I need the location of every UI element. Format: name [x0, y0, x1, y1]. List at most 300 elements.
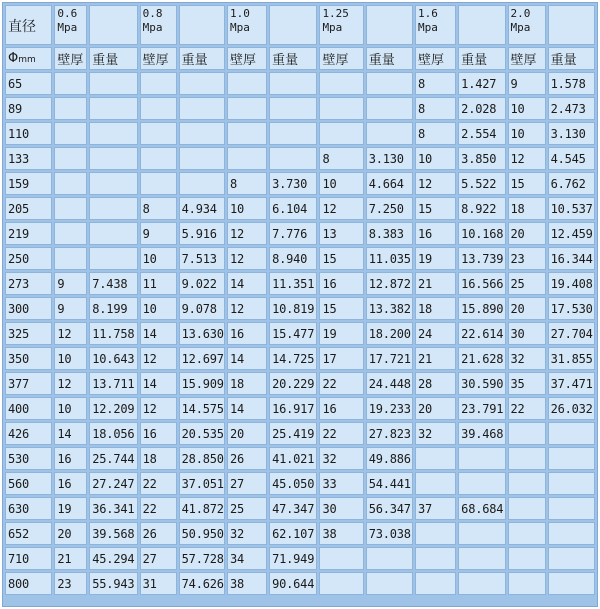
- table-row: [5, 222, 595, 245]
- wall-thickness-cell: [415, 472, 456, 495]
- table-row: [5, 522, 595, 545]
- wall-thickness-cell: 34: [227, 547, 267, 570]
- weight-cell: 4.934: [179, 197, 225, 220]
- wall-thickness-cell: 17: [319, 347, 363, 370]
- wall-thickness-cell: [54, 97, 87, 120]
- weight-cell: 49.886: [366, 447, 413, 470]
- wall-thickness-cell: 15: [319, 247, 363, 270]
- weight-cell: 45.294: [89, 547, 137, 570]
- weight-cell: 5.522: [458, 172, 505, 195]
- wall-thickness-cell: 30: [319, 497, 363, 520]
- weight-cell: [366, 547, 413, 570]
- wall-thickness-cell: 26: [140, 522, 177, 545]
- diameter-cell: 219: [5, 222, 52, 245]
- weight-cell: 73.038: [366, 522, 413, 545]
- weight-cell: 10.537: [548, 197, 595, 220]
- wall-thickness-cell: [508, 447, 546, 470]
- weight-cell: 12.697: [179, 347, 225, 370]
- weight-cell: 27.704: [548, 322, 595, 345]
- wall-thickness-header: 壁厚: [508, 47, 546, 70]
- wall-thickness-cell: 22: [319, 372, 363, 395]
- wall-thickness-cell: 10: [227, 197, 267, 220]
- wall-thickness-cell: 10: [140, 247, 177, 270]
- wall-thickness-cell: 8: [415, 97, 456, 120]
- weight-cell: 7.250: [366, 197, 413, 220]
- weight-cell: [548, 522, 595, 545]
- weight-cell: 39.568: [89, 522, 137, 545]
- weight-cell: [548, 422, 595, 445]
- weight-cell: [89, 247, 137, 270]
- table-row: [5, 147, 595, 170]
- weight-cell: 27.823: [366, 422, 413, 445]
- weight-cell: 74.626: [179, 572, 225, 595]
- weight-cell: 4.664: [366, 172, 413, 195]
- weight-cell: 3.130: [548, 122, 595, 145]
- weight-cell: 7.513: [179, 247, 225, 270]
- wall-thickness-header: 壁厚: [319, 47, 363, 70]
- wall-thickness-cell: 20: [508, 297, 546, 320]
- wall-thickness-cell: 16: [319, 272, 363, 295]
- weight-cell: [89, 222, 137, 245]
- weight-cell: 9.022: [179, 272, 225, 295]
- table-row: [5, 447, 595, 470]
- weight-cell: [548, 497, 595, 520]
- table-row: [5, 247, 595, 270]
- wall-thickness-cell: [140, 147, 177, 170]
- table-row: [5, 297, 595, 320]
- weight-cell: 2.028: [458, 97, 505, 120]
- wall-thickness-cell: 10: [140, 297, 177, 320]
- wall-thickness-cell: 20: [415, 397, 456, 420]
- diameter-cell: 89: [5, 97, 52, 120]
- wall-thickness-cell: [508, 422, 546, 445]
- wall-thickness-header: 壁厚: [227, 47, 267, 70]
- wall-thickness-cell: [319, 572, 363, 595]
- weight-cell: 9.078: [179, 297, 225, 320]
- diameter-cell: 273: [5, 272, 52, 295]
- table-row: [5, 197, 595, 220]
- wall-thickness-cell: 9: [140, 222, 177, 245]
- weight-cell: 18.056: [89, 422, 137, 445]
- weight-cell: 5.916: [179, 222, 225, 245]
- weight-cell: [458, 547, 505, 570]
- weight-cell: 56.347: [366, 497, 413, 520]
- weight-cell: [89, 72, 137, 95]
- weight-cell: [548, 547, 595, 570]
- wall-thickness-cell: 12: [140, 397, 177, 420]
- wall-thickness-cell: 32: [319, 447, 363, 470]
- wall-thickness-cell: 20: [54, 522, 87, 545]
- wall-thickness-cell: 18: [227, 372, 267, 395]
- weight-cell: [366, 97, 413, 120]
- weight-cell: 10.819: [269, 297, 317, 320]
- wall-thickness-cell: 12: [227, 297, 267, 320]
- wall-thickness-header: 壁厚: [54, 47, 87, 70]
- wall-thickness-cell: 23: [508, 247, 546, 270]
- weight-cell: 50.950: [179, 522, 225, 545]
- wall-thickness-cell: [140, 172, 177, 195]
- wall-thickness-cell: 38: [319, 522, 363, 545]
- weight-cell: [366, 122, 413, 145]
- table-row: [5, 122, 595, 145]
- wall-thickness-cell: 26: [227, 447, 267, 470]
- pressure-header-2.0: 2.0 Mpa: [508, 5, 546, 45]
- weight-cell: [179, 122, 225, 145]
- pressure-header-0.8: 0.8 Mpa: [140, 5, 177, 45]
- weight-cell: 10.168: [458, 222, 505, 245]
- weight-cell: 14.575: [179, 397, 225, 420]
- weight-cell: 17.721: [366, 347, 413, 370]
- weight-cell: 71.949: [269, 547, 317, 570]
- weight-cell: 1.427: [458, 72, 505, 95]
- pipe-spec-table: [3, 3, 597, 597]
- weight-cell: 37.471: [548, 372, 595, 395]
- wall-thickness-cell: 32: [508, 347, 546, 370]
- weight-cell: 41.021: [269, 447, 317, 470]
- weight-cell: [89, 172, 137, 195]
- wall-thickness-cell: [319, 547, 363, 570]
- weight-cell: 6.762: [548, 172, 595, 195]
- weight-cell: 2.473: [548, 97, 595, 120]
- weight-header: 重量: [458, 47, 505, 70]
- phi-unit-header: Φmm: [5, 47, 52, 70]
- weight-cell: [89, 147, 137, 170]
- column-label-row: [5, 47, 595, 70]
- wall-thickness-cell: 10: [415, 147, 456, 170]
- wall-thickness-cell: [54, 247, 87, 270]
- weight-cell: 12.209: [89, 397, 137, 420]
- diameter-cell: 377: [5, 372, 52, 395]
- diameter-cell: 250: [5, 247, 52, 270]
- wall-thickness-cell: 10: [319, 172, 363, 195]
- pressure-header-1.25: 1.25 Mpa: [319, 5, 363, 45]
- weight-cell: 25.744: [89, 447, 137, 470]
- diameter-cell: 630: [5, 497, 52, 520]
- weight-cell: 16.566: [458, 272, 505, 295]
- wall-thickness-header: 壁厚: [415, 47, 456, 70]
- table-row: [5, 547, 595, 570]
- wall-thickness-cell: 27: [140, 547, 177, 570]
- wall-thickness-cell: 16: [415, 222, 456, 245]
- wall-thickness-cell: [415, 572, 456, 595]
- weight-cell: 6.104: [269, 197, 317, 220]
- wall-thickness-cell: 8: [140, 197, 177, 220]
- weight-cell: 37.051: [179, 472, 225, 495]
- weight-cell: 25.419: [269, 422, 317, 445]
- wall-thickness-cell: 12: [54, 322, 87, 345]
- wall-thickness-cell: 15: [319, 297, 363, 320]
- diameter-cell: 530: [5, 447, 52, 470]
- wall-thickness-cell: [508, 522, 546, 545]
- wall-thickness-cell: 20: [227, 422, 267, 445]
- weight-cell: 8.383: [366, 222, 413, 245]
- diameter-cell: 426: [5, 422, 52, 445]
- diameter-cell: 800: [5, 572, 52, 595]
- wall-thickness-cell: 10: [54, 397, 87, 420]
- weight-cell: 62.107: [269, 522, 317, 545]
- wall-thickness-cell: [227, 72, 267, 95]
- weight-cell: 3.130: [366, 147, 413, 170]
- weight-cell: 16.344: [548, 247, 595, 270]
- wall-thickness-cell: 14: [227, 397, 267, 420]
- table-row: [5, 347, 595, 370]
- wall-thickness-cell: 11: [140, 272, 177, 295]
- weight-cell: 19.408: [548, 272, 595, 295]
- wall-thickness-cell: [415, 522, 456, 545]
- weight-cell: [366, 72, 413, 95]
- weight-cell: 19.233: [366, 397, 413, 420]
- weight-cell: 23.791: [458, 397, 505, 420]
- wall-thickness-cell: 38: [227, 572, 267, 595]
- wall-thickness-cell: 10: [54, 347, 87, 370]
- table-row: [5, 497, 595, 520]
- table-row: [5, 72, 595, 95]
- weight-cell: 16.917: [269, 397, 317, 420]
- weight-cell: 20.229: [269, 372, 317, 395]
- wall-thickness-cell: 21: [54, 547, 87, 570]
- wall-thickness-cell: 22: [319, 422, 363, 445]
- table-row: [5, 397, 595, 420]
- wall-thickness-cell: 19: [54, 497, 87, 520]
- wall-thickness-cell: [508, 572, 546, 595]
- wall-thickness-cell: 14: [140, 372, 177, 395]
- wall-thickness-cell: [227, 147, 267, 170]
- wall-thickness-cell: 22: [508, 397, 546, 420]
- diameter-cell: 205: [5, 197, 52, 220]
- pressure-header-1.0: 1.0 Mpa: [227, 5, 267, 45]
- weight-cell: [179, 97, 225, 120]
- weight-cell: [458, 472, 505, 495]
- weight-cell: 2.554: [458, 122, 505, 145]
- wall-thickness-cell: 12: [54, 372, 87, 395]
- weight-header: 重量: [548, 47, 595, 70]
- weight-cell: 13.630: [179, 322, 225, 345]
- table-row: [5, 272, 595, 295]
- pipe-spec-table-frame: [2, 2, 598, 607]
- wall-thickness-cell: 31: [140, 572, 177, 595]
- weight-cell: [458, 522, 505, 545]
- diameter-cell: 159: [5, 172, 52, 195]
- wall-thickness-cell: 12: [140, 347, 177, 370]
- wall-thickness-cell: 18: [508, 197, 546, 220]
- weight-cell: 47.347: [269, 497, 317, 520]
- weight-cell: 28.850: [179, 447, 225, 470]
- weight-cell: 11.351: [269, 272, 317, 295]
- weight-cell: 27.247: [89, 472, 137, 495]
- diameter-cell: 325: [5, 322, 52, 345]
- weight-cell: 4.545: [548, 147, 595, 170]
- wall-thickness-cell: 21: [415, 347, 456, 370]
- wall-thickness-cell: 8: [415, 122, 456, 145]
- wall-thickness-cell: 8: [319, 147, 363, 170]
- wall-thickness-cell: [227, 97, 267, 120]
- weight-cell: [179, 72, 225, 95]
- wall-thickness-cell: [54, 172, 87, 195]
- wall-thickness-cell: 8: [227, 172, 267, 195]
- wall-thickness-cell: 16: [54, 472, 87, 495]
- wall-thickness-cell: [415, 447, 456, 470]
- wall-thickness-cell: 8: [415, 72, 456, 95]
- weight-cell: 20.535: [179, 422, 225, 445]
- weight-cell: 7.438: [89, 272, 137, 295]
- wall-thickness-cell: 15: [415, 197, 456, 220]
- weight-cell: 17.530: [548, 297, 595, 320]
- wall-thickness-cell: 16: [140, 422, 177, 445]
- weight-cell: 55.943: [89, 572, 137, 595]
- weight-cell: 12.459: [548, 222, 595, 245]
- wall-thickness-cell: [508, 497, 546, 520]
- wall-thickness-cell: 14: [140, 322, 177, 345]
- wall-thickness-cell: 22: [140, 472, 177, 495]
- diameter-header: 直径: [5, 5, 52, 45]
- weight-cell: 18.200: [366, 322, 413, 345]
- wall-thickness-cell: 9: [54, 297, 87, 320]
- pressure-header-1.6: 1.6 Mpa: [415, 5, 456, 45]
- wall-thickness-cell: 21: [415, 272, 456, 295]
- weight-cell: [269, 147, 317, 170]
- wall-thickness-cell: [54, 222, 87, 245]
- diameter-cell: 110: [5, 122, 52, 145]
- weight-cell: 8.922: [458, 197, 505, 220]
- wall-thickness-cell: 16: [54, 447, 87, 470]
- weight-cell: 3.730: [269, 172, 317, 195]
- weight-cell: [458, 572, 505, 595]
- diameter-cell: 560: [5, 472, 52, 495]
- wall-thickness-cell: 15: [508, 172, 546, 195]
- weight-cell: 1.578: [548, 72, 595, 95]
- wall-thickness-cell: [415, 547, 456, 570]
- weight-cell: [548, 572, 595, 595]
- weight-cell: 54.441: [366, 472, 413, 495]
- table-row: [5, 97, 595, 120]
- weight-cell: [89, 97, 137, 120]
- wall-thickness-cell: 18: [140, 447, 177, 470]
- weight-cell: 3.850: [458, 147, 505, 170]
- wall-thickness-cell: 10: [508, 122, 546, 145]
- weight-cell: [366, 572, 413, 595]
- diameter-cell: 65: [5, 72, 52, 95]
- wall-thickness-cell: 28: [415, 372, 456, 395]
- weight-cell: 15.477: [269, 322, 317, 345]
- wall-thickness-cell: [319, 122, 363, 145]
- weight-header: 重量: [89, 47, 137, 70]
- table-row: [5, 422, 595, 445]
- wall-thickness-cell: 12: [319, 197, 363, 220]
- weight-cell: 39.468: [458, 422, 505, 445]
- weight-cell: [548, 472, 595, 495]
- wall-thickness-cell: [54, 122, 87, 145]
- wall-thickness-cell: [508, 472, 546, 495]
- weight-cell: [179, 147, 225, 170]
- wall-thickness-cell: 37: [415, 497, 456, 520]
- wall-thickness-cell: 14: [54, 422, 87, 445]
- weight-cell: 68.684: [458, 497, 505, 520]
- wall-thickness-cell: 14: [227, 347, 267, 370]
- diameter-cell: 300: [5, 297, 52, 320]
- wall-thickness-cell: 25: [508, 272, 546, 295]
- wall-thickness-cell: [508, 547, 546, 570]
- weight-cell: 11.758: [89, 322, 137, 345]
- wall-thickness-cell: 12: [508, 147, 546, 170]
- weight-cell: [89, 197, 137, 220]
- wall-thickness-cell: 27: [227, 472, 267, 495]
- wall-thickness-cell: [140, 97, 177, 120]
- weight-cell: [89, 122, 137, 145]
- wall-thickness-header: 壁厚: [140, 47, 177, 70]
- weight-cell: 57.728: [179, 547, 225, 570]
- weight-cell: 15.909: [179, 372, 225, 395]
- table-row: [5, 172, 595, 195]
- weight-cell: [548, 447, 595, 470]
- wall-thickness-cell: 33: [319, 472, 363, 495]
- weight-cell: 8.199: [89, 297, 137, 320]
- weight-cell: 26.032: [548, 397, 595, 420]
- wall-thickness-cell: 16: [319, 397, 363, 420]
- pressure-header-row: [5, 5, 595, 45]
- weight-cell: 7.776: [269, 222, 317, 245]
- wall-thickness-cell: [319, 97, 363, 120]
- weight-cell: [458, 447, 505, 470]
- wall-thickness-cell: 12: [415, 172, 456, 195]
- wall-thickness-cell: 18: [415, 297, 456, 320]
- table-row: [5, 372, 595, 395]
- wall-thickness-cell: [54, 147, 87, 170]
- weight-cell: [269, 122, 317, 145]
- diameter-cell: 400: [5, 397, 52, 420]
- weight-cell: 30.590: [458, 372, 505, 395]
- wall-thickness-cell: 25: [227, 497, 267, 520]
- weight-cell: 12.872: [366, 272, 413, 295]
- wall-thickness-cell: 14: [227, 272, 267, 295]
- weight-header: 重量: [366, 47, 413, 70]
- pressure-header-0.6: 0.6 Mpa: [54, 5, 87, 45]
- weight-cell: [269, 72, 317, 95]
- weight-cell: 13.382: [366, 297, 413, 320]
- wall-thickness-cell: 24: [415, 322, 456, 345]
- wall-thickness-cell: 12: [227, 222, 267, 245]
- wall-thickness-cell: 13: [319, 222, 363, 245]
- diameter-cell: 350: [5, 347, 52, 370]
- weight-cell: 13.711: [89, 372, 137, 395]
- wall-thickness-cell: [140, 72, 177, 95]
- wall-thickness-cell: 10: [508, 97, 546, 120]
- wall-thickness-cell: 35: [508, 372, 546, 395]
- diameter-cell: 710: [5, 547, 52, 570]
- weight-header: 重量: [179, 47, 225, 70]
- weight-cell: 15.890: [458, 297, 505, 320]
- wall-thickness-cell: 20: [508, 222, 546, 245]
- weight-cell: 14.725: [269, 347, 317, 370]
- wall-thickness-cell: 32: [227, 522, 267, 545]
- wall-thickness-cell: 22: [140, 497, 177, 520]
- weight-cell: 36.341: [89, 497, 137, 520]
- weight-cell: [179, 172, 225, 195]
- weight-cell: 13.739: [458, 247, 505, 270]
- wall-thickness-cell: [319, 72, 363, 95]
- wall-thickness-cell: [140, 122, 177, 145]
- diameter-cell: 133: [5, 147, 52, 170]
- weight-cell: 8.940: [269, 247, 317, 270]
- wall-thickness-cell: 12: [227, 247, 267, 270]
- weight-header: 重量: [269, 47, 317, 70]
- table-row: [5, 322, 595, 345]
- weight-cell: 24.448: [366, 372, 413, 395]
- table-row: [5, 472, 595, 495]
- wall-thickness-cell: 9: [508, 72, 546, 95]
- weight-cell: 11.035: [366, 247, 413, 270]
- wall-thickness-cell: [54, 197, 87, 220]
- table-row: [5, 572, 595, 595]
